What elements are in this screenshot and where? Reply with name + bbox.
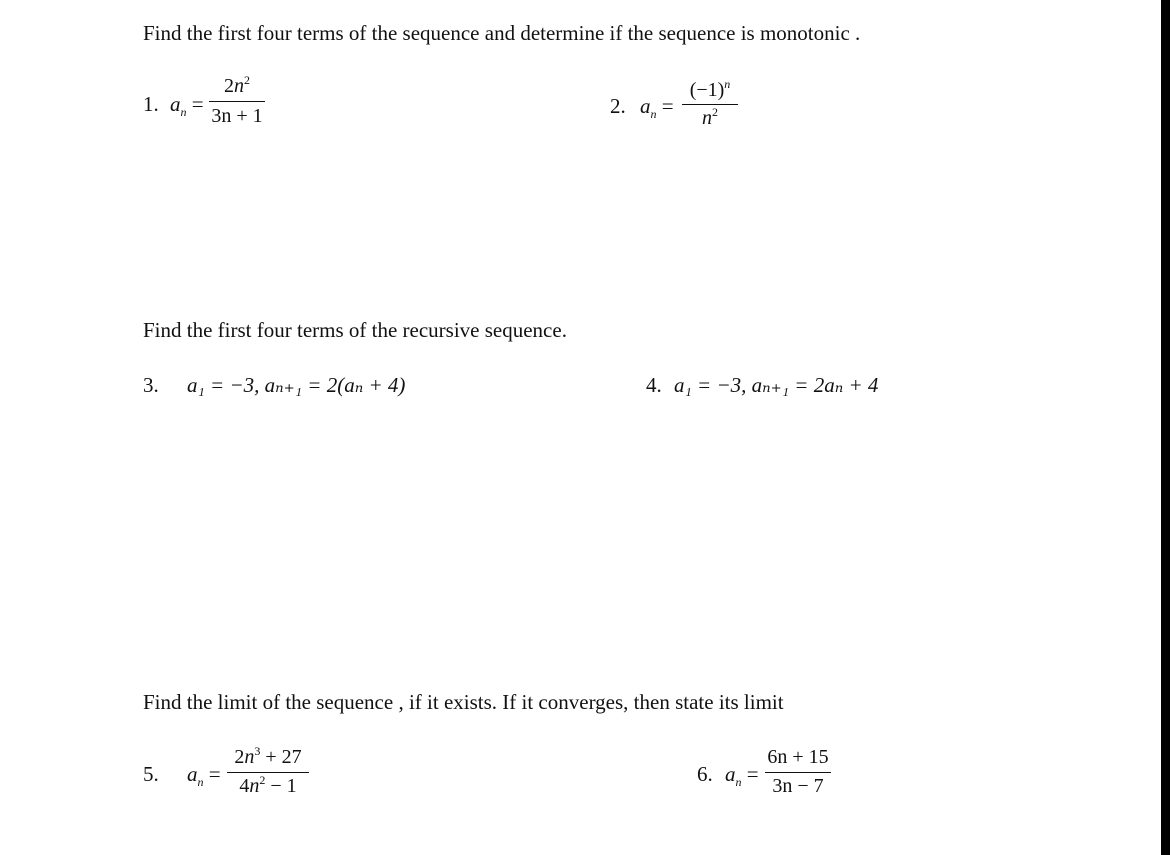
fraction-bar <box>227 772 309 773</box>
problem-number: 6. <box>697 762 713 786</box>
fraction-bar <box>765 772 831 773</box>
problem-number: 1. <box>143 92 159 116</box>
numerator: 6n + 15 <box>767 746 829 768</box>
heading-recursive: Find the first four terms of the recursive sequence. <box>143 318 567 342</box>
recursive-expression: a₁ = −3, aₙ₊₁ = 2aₙ + 4 <box>674 373 879 397</box>
fraction <box>765 746 831 806</box>
denominator: 3n − 7 <box>772 775 824 797</box>
problem-number: 4. <box>646 373 662 397</box>
lhs: $a_n$ = <box>640 94 674 121</box>
heading-monotonic: Find the first four terms of the sequence and determine if the sequence is monotonic . <box>143 21 861 45</box>
problem-number: 5. <box>143 762 159 786</box>
numerator: $2n^2$ <box>224 73 250 97</box>
problem-number: 3. <box>143 373 159 397</box>
numerator: $2n^3 + 27$ <box>234 744 302 768</box>
fraction <box>682 79 738 139</box>
heading-limit: Find the limit of the sequence , if it exists. If it converges, then state its limit <box>143 690 784 714</box>
fraction-bar <box>682 104 738 105</box>
fraction-bar <box>209 101 265 102</box>
denominator: 3n + 1 <box>211 105 263 127</box>
lhs: $a_n$ = <box>170 92 204 119</box>
fraction <box>227 746 309 806</box>
lhs: $a_n$ = <box>725 762 759 789</box>
fraction <box>209 75 265 135</box>
numerator: $(-1)^n$ <box>689 77 731 101</box>
denominator: $n^2$ <box>702 105 718 129</box>
denominator: $4n^2 - 1$ <box>239 773 297 797</box>
recursive-expression: a₁ = −3, aₙ₊₁ = 2(aₙ + 4) <box>187 373 406 397</box>
lhs: $a_n$ = <box>187 762 221 789</box>
page-right-border <box>1161 0 1170 855</box>
problem-number: 2. <box>610 94 626 118</box>
